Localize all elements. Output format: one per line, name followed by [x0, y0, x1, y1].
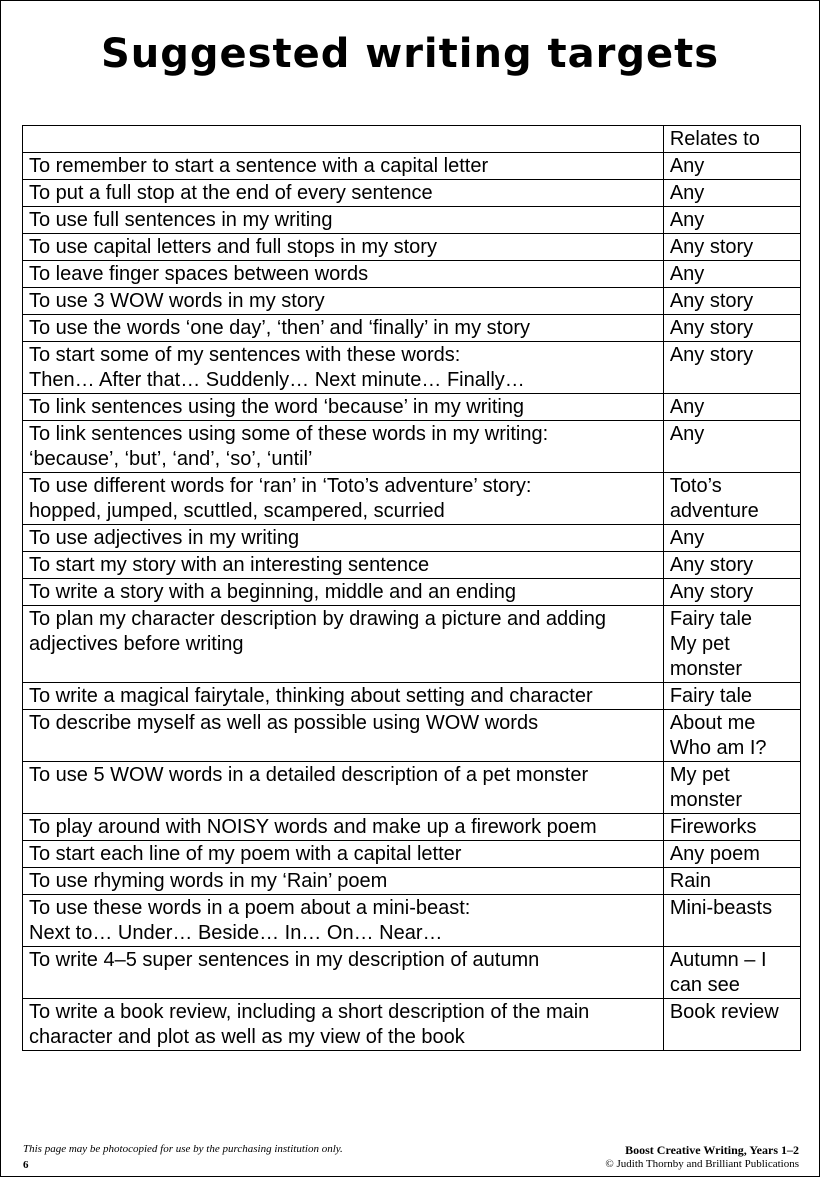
table-row: [23, 814, 801, 841]
target-cell: [23, 710, 664, 762]
target-text: To write 4–5 super sentences in my description of autumn: [29, 949, 540, 971]
table-row: [23, 394, 801, 421]
target-text: To play around with NOISY words and make up a firework poem: [29, 816, 597, 838]
table-row: [23, 234, 801, 261]
target-cell: [23, 394, 664, 421]
relates-to-text: Any: [669, 182, 705, 204]
relates-to-cell: [663, 841, 800, 868]
target-cell: [23, 606, 664, 683]
relates-to-cell: [663, 552, 800, 579]
relates-to-text: Mini-beasts: [669, 897, 773, 919]
copyright-line: © Judith Thornby and Brilliant Publications: [605, 1158, 799, 1170]
relates-to-text: Any poem: [669, 843, 760, 865]
relates-to-text: Any story: [669, 236, 754, 258]
target-text: To use these words in a poem about a mini-beast:: [29, 897, 471, 919]
relates-to-cell: [663, 762, 800, 814]
relates-to-cell: [663, 683, 800, 710]
publication-info: [605, 1143, 799, 1171]
target-text: ‘because’, ‘but’, ‘and’, ‘so’, ‘until’: [29, 448, 313, 470]
relates-to-cell: [663, 288, 800, 315]
target-cell: [23, 525, 664, 552]
table-row: [23, 315, 801, 342]
target-cell: [23, 288, 664, 315]
target-cell: [23, 234, 664, 261]
relates-to-text: monster: [669, 789, 743, 811]
target-text: To put a full stop at the end of every sentence: [29, 182, 433, 204]
relates-to-text: Fireworks: [669, 816, 757, 838]
target-text: To write a story with a beginning, middle and an ending: [29, 581, 516, 603]
target-cell: [23, 421, 664, 473]
relates-to-text: Any story: [669, 290, 754, 312]
target-text: To plan my character description by drawing a picture and adding: [29, 608, 606, 630]
target-text: character and plot as well as my view of the book: [29, 1026, 465, 1048]
relates-to-cell: [663, 342, 800, 394]
table-row: [23, 947, 801, 999]
relates-to-text: About me: [669, 712, 756, 734]
target-cell: [23, 153, 664, 180]
table-row: [23, 342, 801, 394]
table-row: [23, 473, 801, 525]
table-row: [23, 999, 801, 1051]
relates-to-cell: [663, 606, 800, 683]
target-cell: [23, 814, 664, 841]
table-row: [23, 288, 801, 315]
target-text: To write a book review, including a short description of the main: [29, 1001, 590, 1023]
target-cell: [23, 180, 664, 207]
relates-to-text: monster: [669, 658, 743, 680]
page-title: Suggested writing targets: [100, 31, 720, 77]
relates-to-cell: [663, 947, 800, 999]
relates-to-text: Rain: [669, 870, 711, 892]
target-cell: [23, 999, 664, 1051]
target-text: Next to… Under… Beside… In… On… Near…: [29, 922, 443, 944]
relates-to-text: Fairy tale: [669, 685, 753, 707]
book-title: Boost Creative Writing, Years 1–2: [625, 1143, 799, 1157]
relates-to-text: Any: [669, 396, 705, 418]
relates-to-text: Fairy tale: [669, 608, 753, 630]
target-text: To remember to start a sentence with a capital letter: [29, 155, 489, 177]
target-text: To start my story with an interesting sentence: [29, 554, 430, 576]
target-text: hopped, jumped, scuttled, scampered, scurried: [29, 500, 445, 522]
relates-to-cell: [663, 315, 800, 342]
target-text: To use adjectives in my writing: [29, 527, 300, 549]
target-text: To use 3 WOW words in my story: [29, 290, 325, 312]
target-text: To start some of my sentences with these words:: [29, 344, 461, 366]
target-text: To start each line of my poem with a capital letter: [29, 843, 462, 865]
relates-to-cell: [663, 234, 800, 261]
relates-to-text: Who am I?: [669, 737, 767, 759]
relates-to-text: My pet: [669, 764, 730, 786]
table-row: [23, 710, 801, 762]
target-text: To write a magical fairytale, thinking about setting and character: [29, 685, 593, 707]
target-cell: [23, 841, 664, 868]
relates-to-text: adventure: [669, 500, 759, 522]
relates-to-text: My pet: [669, 633, 730, 655]
target-text: To use capital letters and full stops in my story: [29, 236, 437, 258]
table-row: [23, 762, 801, 814]
table-row: [23, 552, 801, 579]
table-row: [23, 261, 801, 288]
target-text: To use different words for ‘ran’ in ‘Toto’s adventure’ story:: [29, 475, 532, 497]
relates-to-cell: [663, 180, 800, 207]
relates-to-text: Any: [669, 209, 705, 231]
target-cell: [23, 895, 664, 947]
table-row: [23, 868, 801, 895]
target-cell: [23, 947, 664, 999]
target-cell: [23, 683, 664, 710]
target-cell: [23, 868, 664, 895]
relates-to-cell: [663, 579, 800, 606]
relates-to-cell: [663, 261, 800, 288]
relates-to-text: Any: [669, 155, 705, 177]
relates-to-cell: [663, 814, 800, 841]
target-cell: [23, 579, 664, 606]
target-text: To use full sentences in my writing: [29, 209, 333, 231]
writing-targets-table: [22, 125, 801, 1051]
target-cell: [23, 261, 664, 288]
target-text: To describe myself as well as possible using WOW words: [29, 712, 539, 734]
table-row: [23, 421, 801, 473]
table-row: [23, 180, 801, 207]
target-text: To link sentences using the word ‘because’ in my writing: [29, 396, 525, 418]
relates-to-text: Book review: [669, 1001, 779, 1023]
target-text: adjectives before writing: [29, 633, 244, 655]
relates-to-text: Any: [669, 263, 705, 285]
table-row: [23, 683, 801, 710]
page-number: 6: [23, 1159, 29, 1171]
target-cell: [23, 762, 664, 814]
relates-to-text: Any story: [669, 581, 754, 603]
target-cell: [23, 207, 664, 234]
relates-to-text: Any: [669, 527, 705, 549]
table-row: [23, 153, 801, 180]
relates-to-text: Any story: [669, 317, 754, 339]
table-row: [23, 895, 801, 947]
relates-to-cell: [663, 153, 800, 180]
relates-to-text: Autumn – I: [669, 949, 767, 971]
header-cell-relates-to: Relates to: [663, 126, 800, 153]
target-cell: [23, 342, 664, 394]
table-row: [23, 579, 801, 606]
relates-to-cell: [663, 207, 800, 234]
relates-to-text: can see: [669, 974, 740, 996]
relates-to-cell: [663, 895, 800, 947]
target-text: To use the words ‘one day’, ‘then’ and ‘finally’ in my story: [29, 317, 530, 339]
relates-to-cell: [663, 999, 800, 1051]
relates-to-text: Any story: [669, 554, 754, 576]
table-body: [23, 153, 801, 1051]
relates-to-cell: [663, 394, 800, 421]
target-cell: [23, 473, 664, 525]
relates-to-cell: [663, 710, 800, 762]
table-row: [23, 207, 801, 234]
target-cell: [23, 552, 664, 579]
target-text: To use 5 WOW words in a detailed description of a pet monster: [29, 764, 589, 786]
relates-to-text: Any story: [669, 344, 754, 366]
table-row: [23, 525, 801, 552]
relates-to-cell: [663, 421, 800, 473]
relates-to-cell: [663, 473, 800, 525]
relates-to-cell: [663, 525, 800, 552]
table-row: [23, 606, 801, 683]
target-text: To use rhyming words in my ‘Rain’ poem: [29, 870, 388, 892]
relates-to-cell: [663, 868, 800, 895]
photocopy-notice: This page may be photocopied for use by the purchasing institution only.: [23, 1143, 343, 1155]
target-text: To link sentences using some of these words in my writing:: [29, 423, 549, 445]
relates-to-text: Toto’s: [669, 475, 722, 497]
target-text: To leave finger spaces between words: [29, 263, 369, 285]
target-cell: [23, 315, 664, 342]
table-header-row: [23, 126, 801, 153]
table-row: [23, 841, 801, 868]
header-cell-target: [23, 126, 664, 153]
target-text: Then… After that… Suddenly… Next minute… Finally…: [29, 369, 525, 391]
relates-to-text: Any: [669, 423, 705, 445]
